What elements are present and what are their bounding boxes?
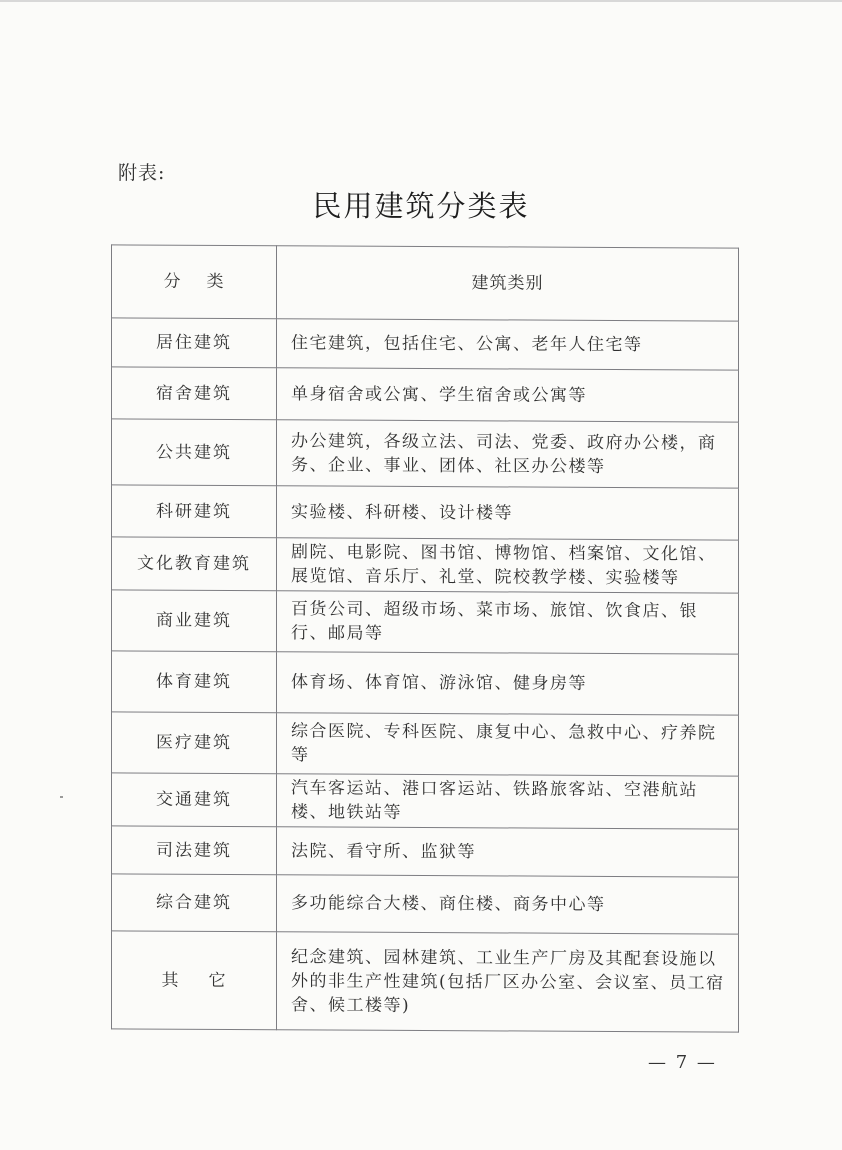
table-row [112,931,739,1032]
table-row [112,590,739,654]
table-row [112,651,739,715]
row-description: 汽车客运站、港口客运站、铁路旅客站、空港航站楼、地铁站等 [277,774,739,829]
row-description: 住宅建筑，包括住宅、公寓、老年人住宅等 [277,319,739,370]
table-row [112,826,739,877]
table-row [112,318,739,370]
table-row [112,485,739,540]
document-title: 民用建筑分类表 [312,189,530,223]
header-building-types: 建筑类别 [277,246,739,321]
row-description: 百货公司、超级市场、菜市场、旅馆、饮食店、银行、邮局等 [277,591,739,654]
table-row [112,367,739,422]
row-description: 法院、看守所、监狱等 [277,827,739,877]
table-header-row [112,245,739,321]
header-category: 分类 [112,245,277,319]
table-row [112,874,739,934]
appendix-label: 附表: [118,162,166,184]
row-description: 单身宿舍或公寓、学生宿舍或公寓等 [277,368,739,422]
row-description: 体育场、体育馆、游泳馆、健身房等 [277,652,739,715]
row-category: 交通建筑 [112,773,277,827]
page-number: — 7 — [648,1052,717,1073]
row-category: 宿舍建筑 [112,367,277,420]
row-description: 办公建筑，各级立法、司法、党委、政府办公楼，商务、企业、事业、团体、社区办公楼等 [277,420,739,488]
classification-table [111,244,739,1032]
table-row [112,773,739,829]
row-category: 其它 [112,931,277,1030]
table-row [112,537,739,593]
row-category: 公共建筑 [112,419,277,486]
row-category: 居住建筑 [112,318,277,368]
row-description: 纪念建筑、园林建筑、工业生产厂房及其配套设施以外的非生产性建筑(包括厂区办公室、会议室、员工宿舍、候工楼等) [277,932,739,1032]
row-description: 综合医院、专科医院、康复中心、急救中心、疗养院等 [277,713,739,776]
row-description: 实验楼、科研楼、设计楼等 [277,486,739,540]
row-category: 综合建筑 [112,874,277,932]
scan-speck [60,796,63,798]
table-row [112,419,739,488]
row-description: 剧院、电影院、图书馆、博物馆、档案馆、文化馆、展览馆、音乐厅、礼堂、院校教学楼、实验楼等 [277,538,739,593]
row-category: 商业建筑 [112,590,277,652]
classification-table-container [111,244,739,1017]
table-row [112,712,739,776]
row-category: 司法建筑 [112,826,277,875]
scan-top-rule [0,0,842,2]
row-category: 体育建筑 [112,651,277,713]
row-category: 医疗建筑 [112,712,277,774]
row-description: 多功能综合大楼、商住楼、商务中心等 [277,875,739,934]
row-category: 科研建筑 [112,485,277,538]
row-category: 文化教育建筑 [112,537,277,591]
